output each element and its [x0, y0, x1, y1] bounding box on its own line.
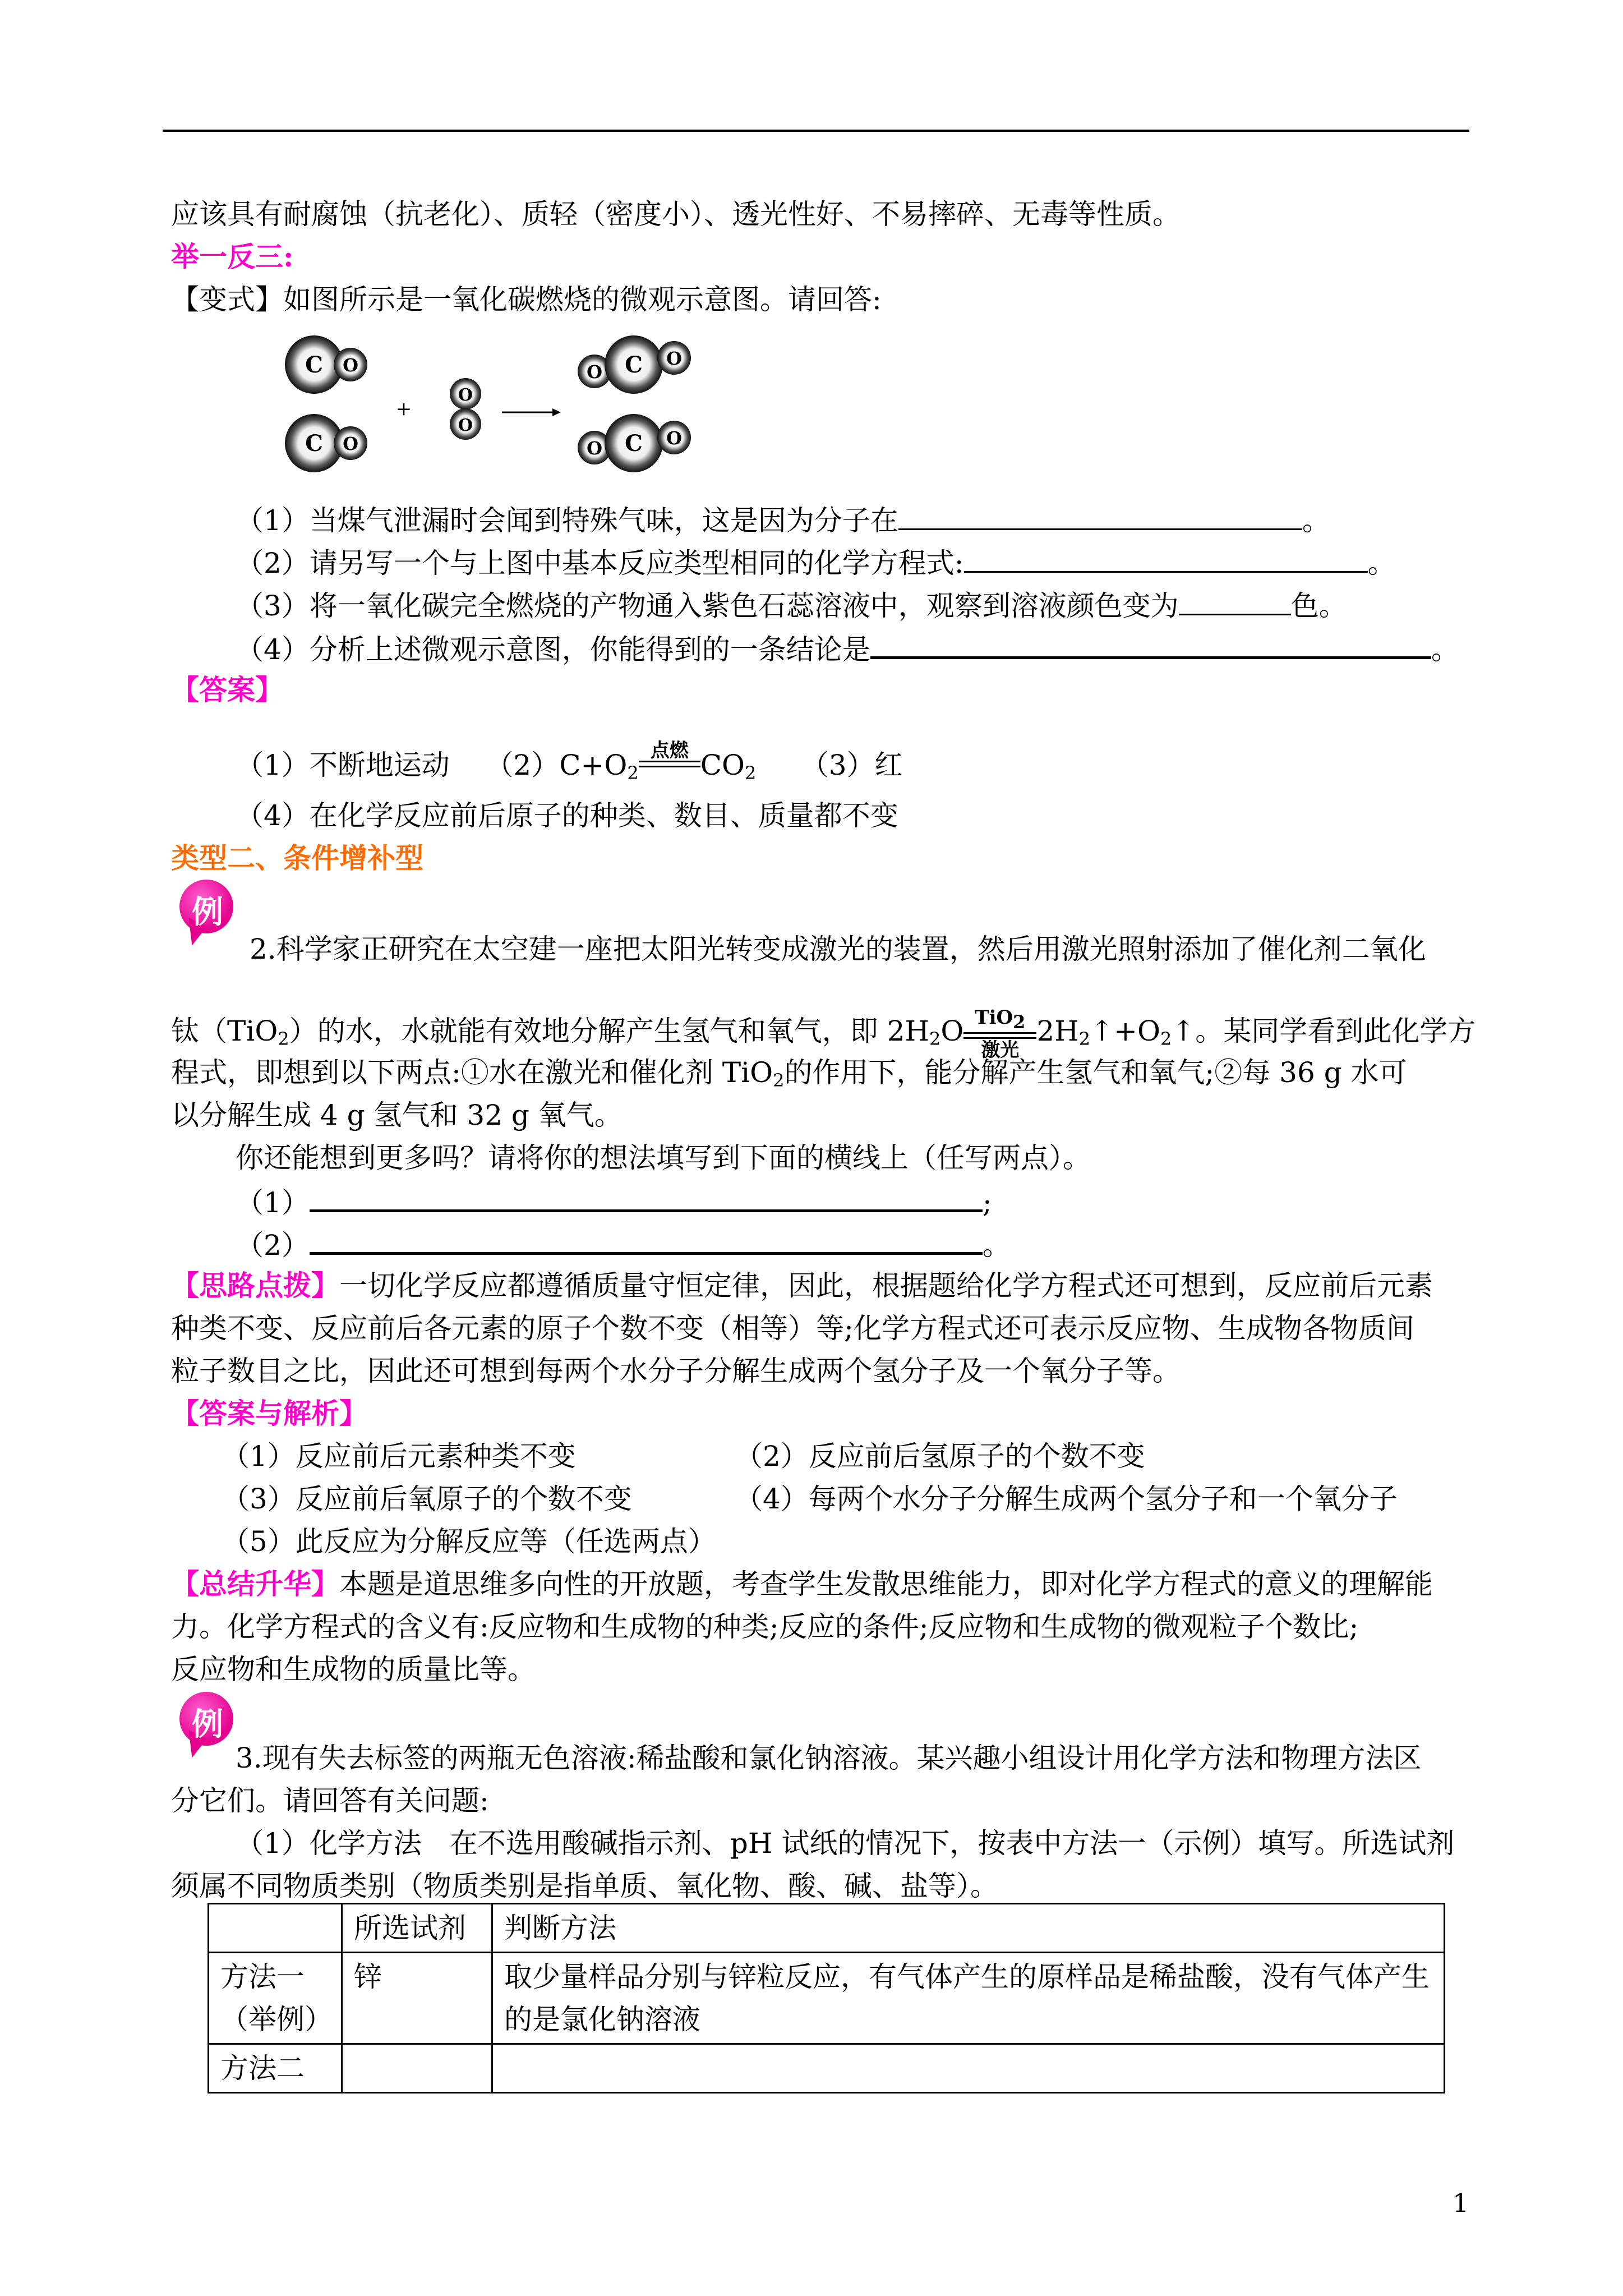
- question-1: （1）当煤气泄漏时会闻到特殊气味，这是因为分子在 。: [236, 503, 1330, 537]
- svg-text:O: O: [458, 385, 473, 405]
- fill-in-line-2: （2） 。: [236, 1226, 1011, 1262]
- table-row: 方法二: [209, 2044, 1445, 2093]
- analysis-item: （1）反应前后元素种类不变: [222, 1440, 576, 1473]
- example-3-line: 分它们。请回答有关问题:: [171, 1784, 489, 1817]
- summary-line: 力。化学方程式的含义有:反应物和生成物的种类;反应的条件;反应物和生成物的微观粒子个数比;: [171, 1611, 1359, 1643]
- header-rule: [163, 130, 1469, 132]
- question-3: （3）将一氧化碳完全燃烧的产物通入紫色石蕊溶液中，观察到溶液颜色变为 色。: [236, 588, 1347, 623]
- answer-blank[interactable]: [870, 631, 1431, 659]
- answer-blank[interactable]: [964, 545, 1368, 573]
- page-number: 1: [1453, 2188, 1469, 2218]
- table-row: 所选试剂 判断方法: [209, 1904, 1445, 1953]
- answer-blank[interactable]: [310, 1226, 983, 1255]
- answer-blank[interactable]: [310, 1184, 983, 1212]
- analysis-item: （3）反应前后氧原子的个数不变: [222, 1483, 632, 1515]
- analysis-item: （2）反应前后氢原子的个数不变: [735, 1440, 1145, 1473]
- svg-text:O: O: [587, 361, 602, 383]
- reaction-condition: 点燃: [639, 740, 700, 790]
- reaction-condition: TiO$_2$ 激光: [963, 1007, 1036, 1061]
- answer-line: （4）在化学反应前后原子的种类、数目、质量都不变: [236, 799, 898, 832]
- hint-line: 种类不变、反应前后各元素的原子个数不变（相等）等;化学方程式还可表示反应物、生成物各物质间: [171, 1312, 1414, 1345]
- question-2: （2）请另写一个与上图中基本反应类型相同的化学方程式: 。: [236, 545, 1396, 580]
- example-2-line: 程式，即想到以下两点:①水在激光和催化剂 TiO$_2$的作用下，能分解产生氢气和氧气;②每 36 g 水可: [171, 1056, 1407, 1091]
- svg-text:O: O: [587, 438, 602, 459]
- svg-text:O: O: [458, 416, 473, 435]
- variant-question: 【变式】如图所示是一氧化碳燃烧的微观示意图。请回答:: [171, 283, 882, 316]
- svg-text:C: C: [625, 352, 643, 378]
- example-3-line: （1）化学方法 在不选用酸碱指示剂、pH 试纸的情况下，按表中方法一（示例）填写。所选试剂: [236, 1827, 1455, 1860]
- co2-molecule-1: [578, 335, 691, 394]
- co-combustion-diagram: [275, 331, 723, 488]
- example-3-line: 须属不同物质类别（物质类别是指单质、氧化物、酸、碱、盐等）。: [171, 1870, 998, 1902]
- methods-table: [208, 1903, 1445, 2093]
- table-row: 方法一 （举例） 锌 取少量样品分别与锌粒反应，有气体产生的原样品是稀盐酸，没有气体产生 的是氯化钠溶液: [209, 1953, 1445, 2044]
- svg-text:O: O: [666, 427, 682, 449]
- svg-text:O: O: [343, 433, 358, 454]
- plus-sign: +: [395, 398, 412, 420]
- answer-heading: 【答案】: [171, 673, 283, 706]
- answer-analysis-heading: 【答案与解析】: [171, 1397, 367, 1430]
- example-2-line: 2.科学家正研究在太空建一座把太阳光转变成激光的装置，然后用激光照射添加了催化剂二氧化: [250, 933, 1426, 965]
- section-heading: 类型二、条件增补型: [171, 841, 423, 875]
- svg-text:O: O: [343, 355, 358, 376]
- example-2-line: 以分解生成 4 g 氢气和 32 g 氧气。: [171, 1099, 623, 1131]
- co-molecule-1: [285, 335, 367, 394]
- svg-text:C: C: [625, 430, 643, 457]
- summary-line: 反应物和生成物的质量比等。: [171, 1653, 536, 1686]
- o2-molecule: [450, 378, 481, 440]
- answer-line: （1）不断地运动 $(2)C+O_2$ 点燃 $CO_2$ （3）红: [236, 740, 903, 790]
- co2-molecule-2: [578, 414, 691, 472]
- question-4: （4）分析上述微观示意图，你能得到的一条结论是 。: [236, 631, 1459, 666]
- example-2-line: 你还能想到更多吗？请将你的想法填写到下面的横线上（任写两点）。: [236, 1142, 1091, 1174]
- reaction-arrow: [502, 408, 561, 416]
- example-badge-icon: 例: [179, 880, 233, 933]
- answer-blank[interactable]: [1179, 588, 1291, 615]
- example-badge-icon: 例: [179, 1692, 233, 1746]
- section-heading: 举一反三:: [171, 240, 294, 273]
- co-molecule-2: [285, 414, 367, 472]
- fill-in-line-1: （1） ;: [236, 1184, 992, 1220]
- analysis-item: （5）此反应为分解反应等（任选两点）: [222, 1525, 716, 1558]
- analysis-item: （4）每两个水分子分解生成两个氢分子和一个氧分子: [735, 1483, 1398, 1515]
- text-line: 应该具有耐腐蚀（抗老化）、质轻（密度小）、透光性好、不易摔碎、无毒等性质。: [171, 198, 1181, 231]
- atom-c-label: C: [305, 352, 323, 378]
- table-cell-input[interactable]: [342, 2044, 492, 2093]
- example-3-line: 3.现有失去标签的两瓶无色溶液:稀盐酸和氯化钠溶液。某兴趣小组设计用化学方法和物理方法区: [236, 1742, 1422, 1774]
- table-cell-input[interactable]: [492, 2044, 1445, 2093]
- svg-text:O: O: [666, 348, 682, 369]
- summary-line: 【总结升华】本题是道思维多向性的开放题，考查学生发散思维能力，即对化学方程式的意义的理解能: [171, 1567, 1433, 1600]
- answer-blank[interactable]: [898, 503, 1302, 530]
- example-2-line: 钛（TiO$_2$）的水，水就能有效地分解产生氢气和氧气，即 $2H_2O$ TiO$_2$ 激光 $2H_2↑+O_2↑$。某同学看到此化学方: [171, 1006, 1476, 1061]
- hint-line: 【思路点拨】一切化学反应都遵循质量守恒定律，因此，根据题给化学方程式还可想到，反应前后元素: [171, 1269, 1433, 1302]
- hint-line: 粒子数目之比，因此还可想到每两个水分子分解生成两个氢分子及一个氧分子等。: [171, 1355, 1181, 1387]
- svg-text:C: C: [305, 430, 323, 457]
